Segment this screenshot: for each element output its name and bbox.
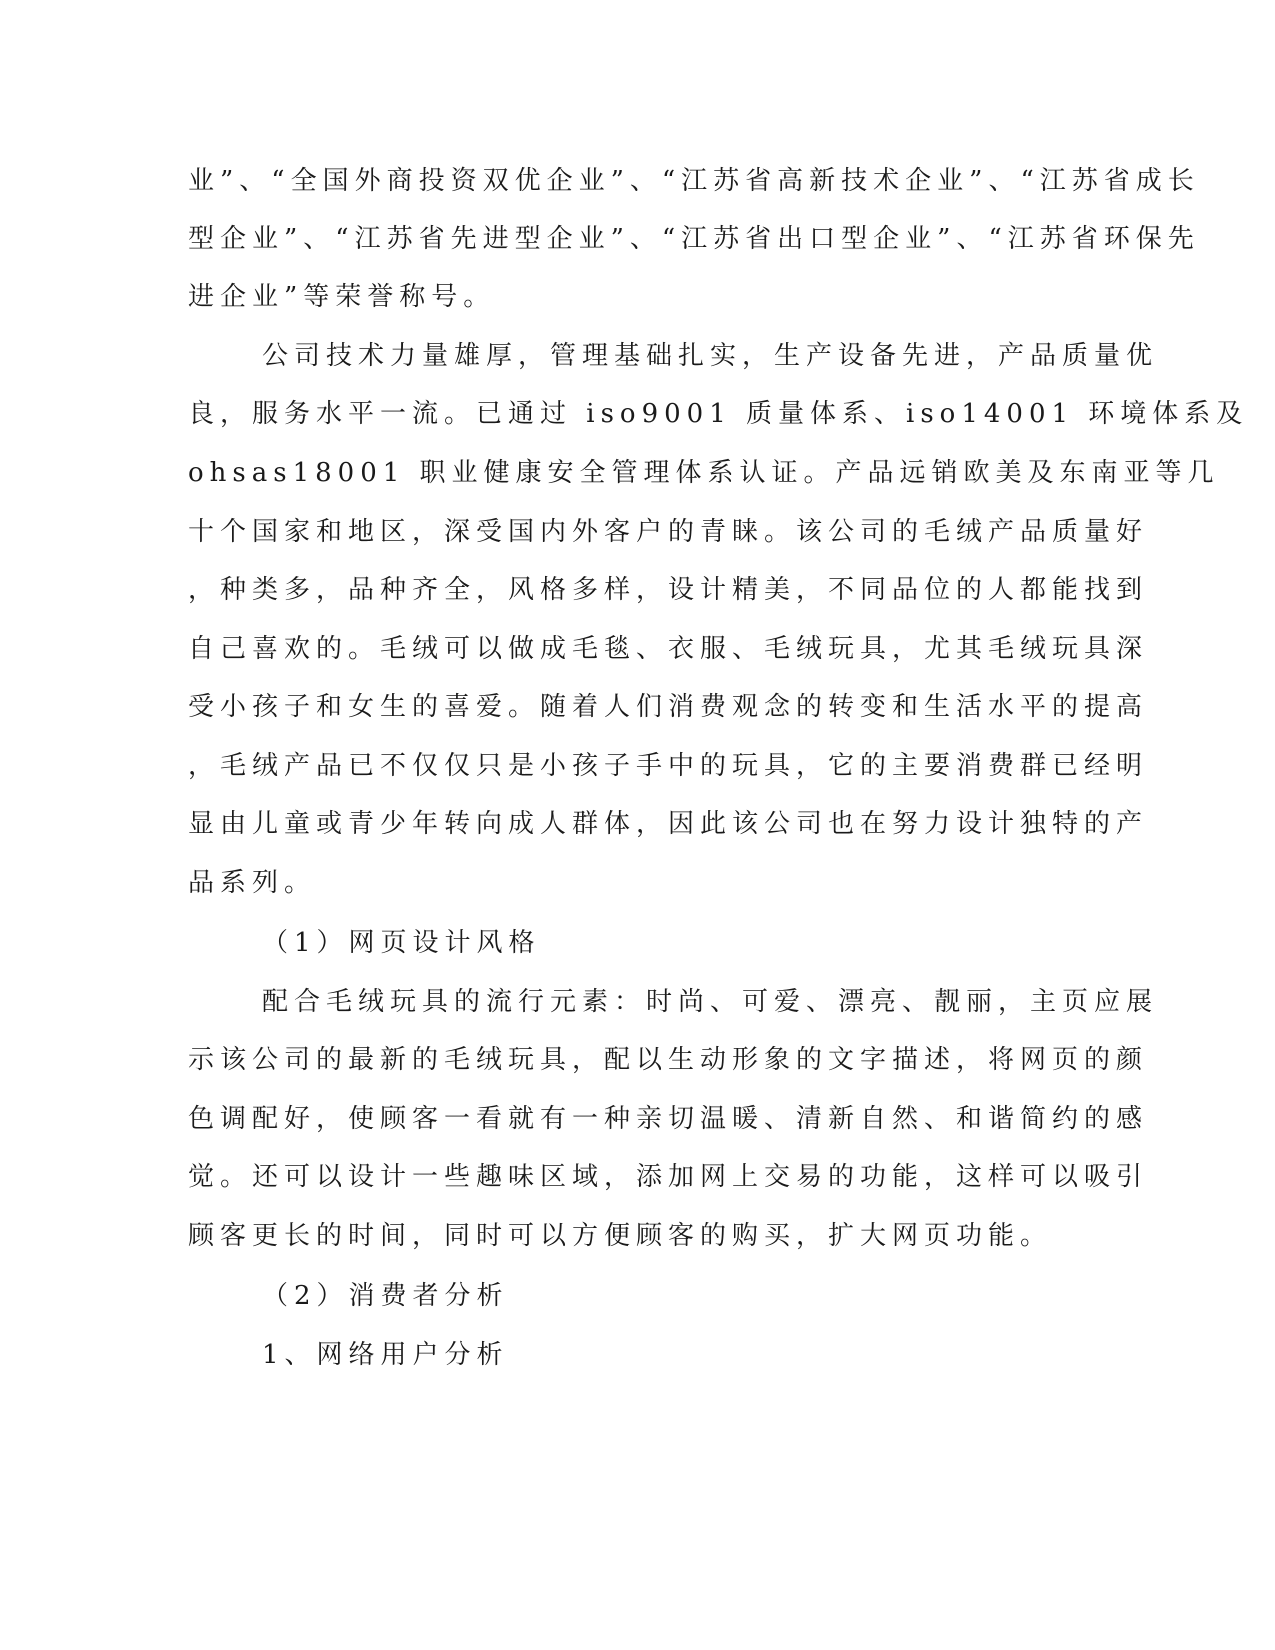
text-line: 品系列。 <box>188 868 317 898</box>
text-line: 型企业”、“江苏省先进型企业”、“江苏省出口型企业”、“江苏省环保先 <box>188 224 1200 254</box>
text-line: 觉。还可以设计一些趣味区域，添加网上交易的功能，这样可以吸引 <box>188 1162 1149 1192</box>
section-heading: （1）网页设计风格 <box>262 928 541 958</box>
text-line: 顾客更长的时间，同时可以方便顾客的购买，扩大网页功能。 <box>188 1221 1053 1251</box>
section-heading: 1、网络用户分析 <box>262 1340 509 1370</box>
text-line: 显由儿童或青少年转向成人群体，因此该公司也在努力设计独特的产 <box>188 809 1149 839</box>
text-line: 业”、“全国外商投资双优企业”、“江苏省高新技术企业”、“江苏省成长 <box>188 166 1200 196</box>
text-line: 自己喜欢的。毛绒可以做成毛毯、衣服、毛绒玩具，尤其毛绒玩具深 <box>188 634 1149 664</box>
text-line: ，种类多，品种齐全，风格多样，设计精美，不同品位的人都能找到 <box>188 575 1149 605</box>
text-line: 进企业”等荣誉称号。 <box>188 282 496 312</box>
text-line: 色调配好，使顾客一看就有一种亲切温暖、清新自然、和谐简约的感 <box>188 1104 1149 1134</box>
text-line: ohsas18001 职业健康安全管理体系认证。产品远销欧美及东南亚等几 <box>188 458 1220 488</box>
text-line: 受小孩子和女生的喜爱。随着人们消费观念的转变和生活水平的提高 <box>188 692 1149 722</box>
section-heading: （2）消费者分析 <box>262 1281 509 1311</box>
text-line: 配合毛绒玩具的流行元素：时尚、可爱、漂亮、靓丽，主页应展 <box>262 987 1159 1017</box>
text-line: ，毛绒产品已不仅仅只是小孩子手中的玩具，它的主要消费群已经明 <box>188 751 1149 781</box>
text-line: 十个国家和地区，深受国内外客户的青睐。该公司的毛绒产品质量好 <box>188 517 1149 547</box>
text-line: 公司技术力量雄厚，管理基础扎实，生产设备先进，产品质量优 <box>262 341 1159 371</box>
text-line: 示该公司的最新的毛绒玩具，配以生动形象的文字描述，将网页的颜 <box>188 1045 1149 1075</box>
text-line: 良，服务水平一流。已通过 iso9001 质量体系、iso14001 环境体系及 <box>188 399 1249 429</box>
